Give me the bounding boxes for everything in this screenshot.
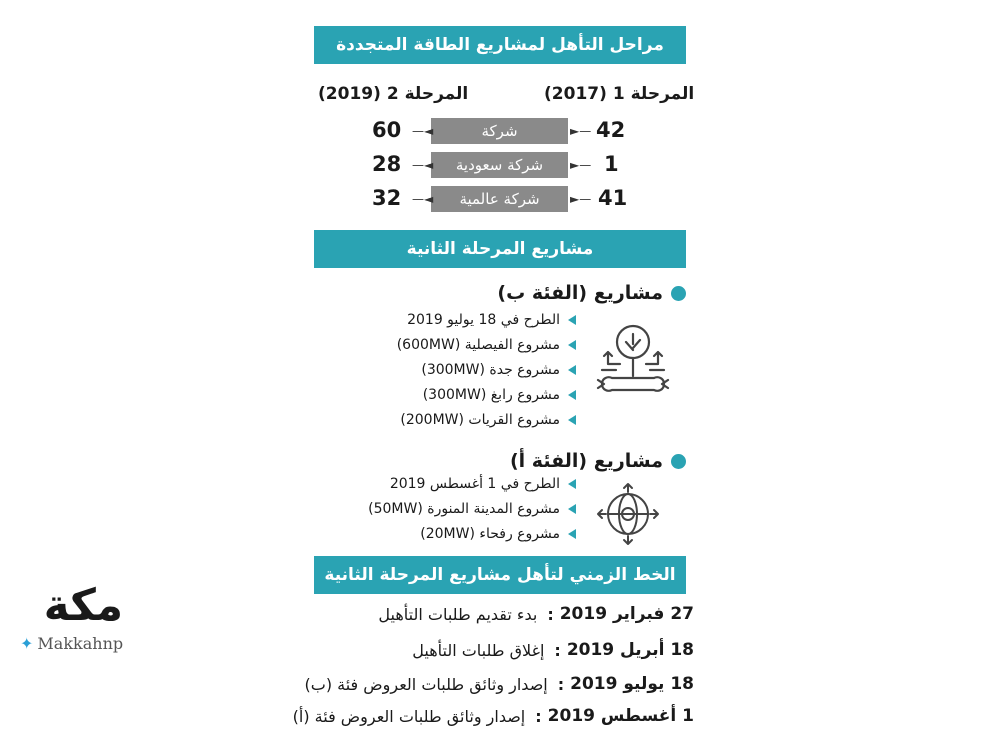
triangle-bullet-icon	[568, 365, 576, 375]
list-item	[420, 526, 576, 542]
triangle-bullet-icon	[568, 340, 576, 350]
list-item	[421, 362, 576, 378]
phase2-projects-banner	[314, 230, 686, 268]
timeline-row	[412, 640, 694, 660]
triangle-bullet-icon	[568, 504, 576, 514]
phase2-projects-title: مشاريع المرحلة الثانية	[406, 239, 594, 259]
header-title: مراحل التأهل لمشاريع الطاقة المتجددة	[336, 35, 664, 55]
timeline-row	[293, 706, 694, 726]
phase2-count: 28	[372, 152, 402, 176]
triangle-bullet-icon	[568, 415, 576, 425]
timeline-separator: :	[557, 674, 565, 694]
arrow-left-icon: —◄	[412, 192, 434, 206]
timeline-banner	[314, 556, 686, 594]
category-a-title: مشاريع (الفئة أ)	[510, 450, 663, 472]
timeline-desc: إصدار وثائق طلبات العروض فئة (أ)	[292, 706, 526, 726]
arrow-right-icon: ►—	[570, 158, 592, 172]
twitter-handle: Makkahnp	[37, 634, 124, 653]
list-item	[397, 337, 576, 353]
timeline-row	[305, 674, 694, 694]
category-b-title: مشاريع (الفئة ب)	[497, 282, 663, 304]
timeline-row	[378, 604, 694, 624]
list-item	[368, 501, 576, 517]
timeline-date: 18 يوليو 2019	[570, 674, 694, 694]
list-item-text: الطرح في 18 يوليو 2019	[407, 312, 560, 328]
arrow-left-icon: —◄	[412, 158, 434, 172]
category-a-heading	[510, 450, 686, 472]
list-item-text: مشروع القريات (200MW)	[400, 412, 560, 428]
header-banner	[314, 26, 686, 64]
list-item-text: مشروع الفيصلية (600MW)	[396, 337, 560, 353]
list-item-text: مشروع جدة (300MW)	[421, 362, 560, 378]
bullet-dot-icon	[671, 286, 686, 301]
timeline-desc: إغلاق طلبات التأهيل	[412, 640, 545, 660]
list-item	[423, 387, 576, 403]
timeline-separator: :	[547, 604, 554, 624]
comparison-label: شركة سعودية	[431, 152, 568, 178]
list-item	[400, 412, 576, 428]
phase1-count: 41	[598, 186, 628, 210]
timeline-title: الخط الزمني لتأهل مشاريع المرحلة الثانية	[324, 565, 676, 585]
phase2-count: 60	[372, 118, 402, 142]
phase2-count: 32	[372, 186, 402, 210]
phase1-label: المرحلة 1 (2017)	[544, 84, 695, 104]
triangle-bullet-icon	[568, 390, 576, 400]
phase1-count: 1	[604, 152, 619, 176]
arrow-left-icon: —◄	[412, 124, 434, 138]
list-item-text: مشروع المدينة المنورة (50MW)	[368, 501, 560, 517]
list-item	[390, 476, 576, 492]
timeline-desc: بدء تقديم طلبات التأهيل	[378, 604, 538, 624]
bullet-dot-icon	[671, 454, 686, 469]
makkah-logo	[20, 580, 124, 653]
logo-wordmark: مكة	[43, 580, 124, 631]
timeline-separator: :	[535, 706, 542, 726]
list-item	[407, 312, 576, 328]
timeline-date: 27 فبراير 2019	[559, 604, 694, 624]
list-item-text: مشروع رابغ (300MW)	[422, 387, 560, 403]
timeline-desc: إصدار وثائق طلبات العروض فئة (ب)	[304, 674, 548, 694]
timeline-date: 1 أغسطس 2019	[547, 706, 694, 726]
phase2-label: المرحلة 2 (2019)	[318, 84, 469, 104]
globe-arrows-icon	[596, 482, 660, 550]
arrow-right-icon: ►—	[570, 192, 592, 206]
comparison-label: شركة عالمية	[431, 186, 568, 212]
arrow-right-icon: ►—	[570, 124, 592, 138]
triangle-bullet-icon	[568, 315, 576, 325]
tree-circuit-wrench-icon	[590, 318, 676, 408]
phase1-count: 42	[596, 118, 626, 142]
list-item-text: مشروع رفحاء (20MW)	[420, 526, 560, 542]
timeline-date: 18 أبريل 2019	[566, 640, 694, 660]
triangle-bullet-icon	[568, 479, 576, 489]
timeline-separator: :	[554, 640, 561, 660]
triangle-bullet-icon	[568, 529, 576, 539]
comparison-label: شركة	[431, 118, 568, 144]
list-item-text: الطرح في 1 أغسطس 2019	[389, 476, 560, 492]
twitter-bird-icon: ✦	[20, 634, 34, 653]
logo-handle	[20, 634, 123, 653]
category-b-heading	[497, 282, 686, 304]
